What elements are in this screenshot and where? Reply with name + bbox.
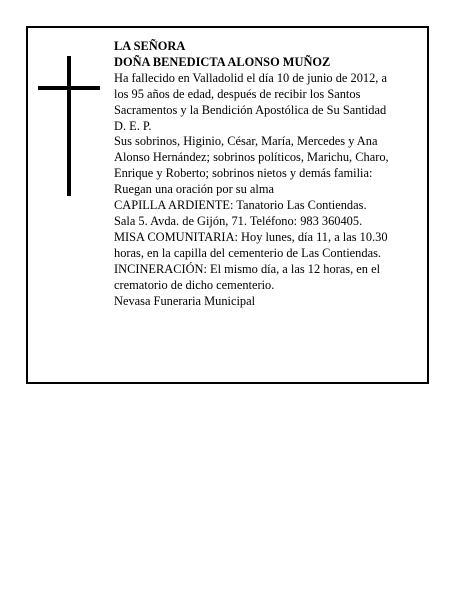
body-line: Ruegan una oración por su alma [114,182,274,197]
body-line: horas, en la capilla del cementerio de Las Contiendas. [114,245,381,260]
body-line: MISA COMUNITARIA: Hoy lunes, día 11, a las 10.30 [114,229,388,244]
body-line: Ha fallecido en Valladolid el día 10 de junio de 2012, a [114,70,387,85]
body-line: Sus sobrinos, Higinio, César, María, Mercedes y Ana [114,134,378,149]
body-line: CAPILLA ARDIENTE: Tanatorio Las Contiendas. [114,198,367,213]
body-line: Sala 5. Avda. de Gijón, 71. Teléfono: 983 360405. [114,213,363,228]
body-line: D. E. P. [114,118,152,133]
cross-vertical-bar [67,56,71,196]
obituary-text [114,39,420,309]
body-line: Alonso Hernández; sobrinos políticos, Marichu, Charo, [114,150,389,165]
deceased-name: DOÑA BENEDICTA ALONSO MUÑOZ [114,54,331,69]
body-line: INCINERACIÓN: El mismo día, a las 12 horas, en el [114,261,381,276]
body-line: los 95 años de edad, después de recibir los Santos [114,86,361,101]
body-line: Sacramentos y la Bendición Apostólica de Su Santidad [114,102,387,117]
body-line: Nevasa Funeraria Municipal [114,293,256,308]
body-line: Enrique y Roberto; sobrinos nietos y demás familia: [114,166,373,181]
cross-horizontal-bar [38,86,100,90]
body-line: crematorio de dicho cementerio. [114,277,275,292]
notice-heading-title: LA SEÑORA [114,39,186,53]
